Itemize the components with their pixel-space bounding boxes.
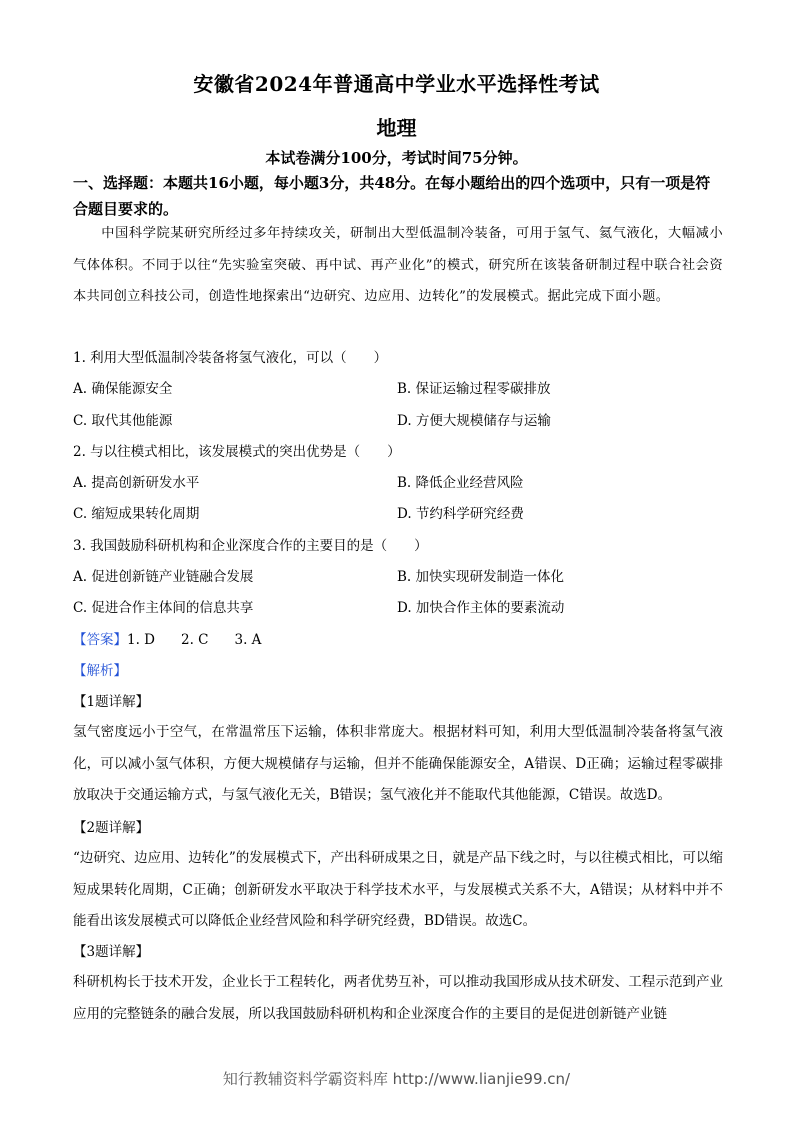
question-3-option-b: B. 加快实现研发制造一体化	[397, 569, 565, 585]
subject-title: 地理	[376, 116, 417, 140]
footer-watermark: 知行教辅资料学霸资料库 http://www.lianjie99.cn/	[222, 1070, 571, 1088]
analysis-1-text: 氢气密度远小于空气，在常温常压下运输，体积非常庞大。根据材料可知，利用大型低温制冷装备将氢气液化，可以减小氢气体积，方便大规模储存与运输，但并不能确保能源安全，A错误、D正确；运输过程零碳排放取决于交通运输方式，与氢气液化无关，B错误；氢气液化并不能取代其他能源，C错误。故选D。	[73, 724, 723, 803]
analysis-2-text: “边研究、边应用、边转化”的发展模式下，产出科研成果之日，就是产品下线之时，与以往模式相比，可以缩短成果转化周期，C正确；创新研发水平取决于科学技术水平，与发展模式关系不大，A错误；从材料中并不能看出该发展模式可以降低企业经营风险和科学研究经费，BD错误。故选C。	[73, 850, 723, 929]
analysis-1-heading: 【1题详解】	[73, 694, 150, 710]
exam-info: 本试卷满分100分，考试时间75分钟。	[265, 149, 528, 167]
question-1-option-a: A. 确保能源安全	[73, 381, 173, 397]
question-2-stem: 2. 与以往模式相比，该发展模式的突出优势是（ ）	[73, 444, 401, 460]
exam-title: 安徽省2024年普通高中学业水平选择性考试	[193, 72, 600, 96]
answer-1: 1. D	[127, 632, 155, 648]
analysis-3-text: 科研机构长于技术开发，企业长于工程转化，两者优势互补，可以推动我国形成从技术研发、工程示范到产业应用的完整链条的融合发展，所以我国鼓励科研机构和企业深度合作的主要目的是促进创新链产业链	[73, 974, 723, 1022]
question-2-option-a: A. 提高创新研发水平	[73, 475, 200, 491]
question-3-stem: 3. 我国鼓励科研机构和企业深度合作的主要目的是（ ）	[73, 538, 428, 554]
question-2-option-d: D. 节约科学研究经费	[397, 506, 524, 522]
question-2-option-c: C. 缩短成果转化周期	[73, 506, 200, 522]
question-1-option-b: B. 保证运输过程零碳排放	[397, 381, 551, 397]
material-text: 中国科学院某研究所经过多年持续攻关，研制出大型低温制冷装备，可用于氢气、氦气液化，大幅减小气体体积。不同于以往“先实验室突破、再中试、再产业化”的模式，研究所在该装备研制过程中联合社会资本共同创立科技公司，创造性地探索出“边研究、边应用、边转化”的发展模式。据此完成下面小题。	[73, 226, 723, 304]
question-1-option-d: D. 方便大规模储存与运输	[397, 413, 551, 429]
analysis-3-heading: 【3题详解】	[73, 944, 150, 960]
material-paragraph	[73, 218, 723, 313]
question-1-stem: 1. 利用大型低温制冷装备将氢气液化，可以（ ）	[73, 350, 388, 366]
answer-3: 3. A	[234, 632, 262, 648]
question-3-option-c: C. 促进合作主体间的信息共享	[73, 600, 254, 616]
section-heading: 一、选择题：本题共16小题，每小题3分，共48分。在每小题给出的四个选项中，只有一项是符合题目要求的。	[73, 174, 711, 218]
question-2-option-b: B. 降低企业经营风险	[397, 475, 524, 491]
answer-2: 2. C	[181, 632, 209, 648]
question-3-option-a: A. 促进创新链产业链融合发展	[73, 569, 254, 585]
answer-label: 【答案】	[73, 632, 127, 648]
answer-row	[73, 630, 261, 650]
question-3-option-d: D. 加快合作主体的要素流动	[397, 600, 565, 616]
analysis-2-heading: 【2题详解】	[73, 820, 150, 836]
question-1-option-c: C. 取代其他能源	[73, 413, 173, 429]
analysis-label: 【解析】	[73, 663, 127, 679]
